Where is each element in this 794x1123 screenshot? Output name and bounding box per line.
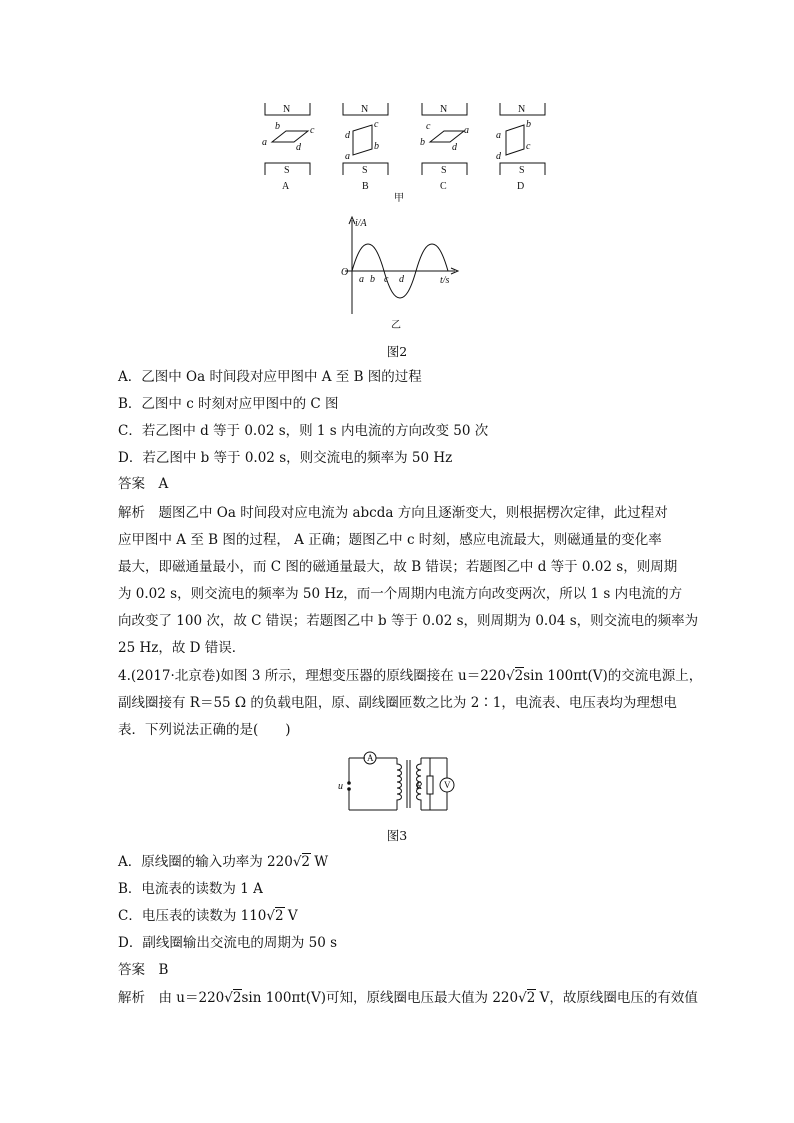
figure-2-caption: 图2	[386, 344, 408, 359]
svg-text:a: a	[464, 125, 469, 136]
q4-stem-line1: 4.(2017·北京卷)如图 3 所示，理想变压器的原线圈接在 u＝220√2sin 100πt(V)的交流电源上，	[118, 668, 703, 684]
q4-answer: 答案 B	[118, 962, 169, 978]
q3-analysis-line: 解析 题图乙中 Oa 时间段对应电流为 abcda 方向且逐渐变大，则根据楞次定律，此过程对	[118, 505, 668, 521]
q4-option-a: A．原线圈的输入功率为 220√2 W	[118, 854, 329, 870]
svg-text:d: d	[452, 142, 457, 153]
svg-text:b: b	[370, 274, 375, 285]
svg-text:b: b	[420, 137, 425, 148]
x-axis-label: t/s	[440, 275, 450, 286]
q3-option-c: C．若乙图中 d 等于 0.02 s，则 1 s 内电流的方向改变 50 次	[118, 423, 489, 439]
yi-label: 乙	[391, 320, 401, 331]
q4-stem-line2: 副线圈接有 R＝55 Ω 的负载电阻，原、副线圈匝数之比为 2∶1，电流表、电压表均为理想电	[118, 695, 677, 711]
svg-text:c: c	[426, 121, 431, 132]
svg-text:d: d	[496, 151, 501, 162]
q3-option-a: A．乙图中 Oa 时间段对应甲图中 A 至 B 图的过程	[118, 369, 422, 385]
figure-3-circuit	[335, 748, 465, 820]
q3-analysis-line: 向改变了 100 次，故 C 错误；若题图乙中 b 等于 0.02 s，则周期为 0.04 s，则交流电的频率为	[118, 613, 699, 629]
source-label: u	[338, 781, 343, 792]
q4-option-d: D．副线圈输出交流电的周期为 50 s	[118, 935, 338, 951]
panel-b-n: N	[361, 104, 369, 115]
svg-text:b: b	[374, 141, 379, 152]
q3-analysis-line: 25 Hz，故 D 错误．	[118, 640, 246, 656]
origin-label: O	[341, 267, 349, 278]
panel-a-n: N	[283, 104, 291, 115]
svg-text:c: c	[310, 125, 315, 136]
svg-text:a: a	[496, 130, 501, 141]
q4-option-c: C．电压表的读数为 110√2 V	[118, 908, 298, 924]
svg-text:d: d	[345, 130, 350, 141]
panel-a-label: A	[282, 181, 290, 192]
figure-3-caption: 图3	[386, 828, 408, 843]
svg-text:b: b	[526, 119, 531, 130]
q3-analysis-line: 最大，即磁通量最小，而 C 图的磁通量最大，故 B 错误；若题图乙中 d 等于 0.02 s，则周期	[118, 559, 678, 575]
panel-d-label: D	[517, 181, 525, 192]
voltmeter-label: V	[444, 780, 451, 790]
panel-d-s: S	[519, 165, 525, 176]
panel-c-label: C	[440, 181, 447, 192]
svg-text:c: c	[374, 119, 379, 130]
svg-text:c: c	[526, 141, 531, 152]
q4-analysis-line: 解析 由 u＝220√2sin 100πt(V)可知，原线圈电压最大值为 220√2 V，故原线圈电压的有效值	[118, 990, 698, 1006]
q3-answer: 答案 A	[118, 476, 169, 492]
resistor-label: R	[416, 781, 423, 792]
q4-stem-line3: 表．下列说法正确的是( )	[118, 722, 291, 738]
q3-option-b: B．乙图中 c 时刻对应甲图中的 C 图	[118, 396, 339, 412]
panel-a-s: S	[284, 165, 290, 176]
panel-c-s: S	[441, 165, 447, 176]
figure-jia	[250, 95, 550, 205]
svg-text:d: d	[296, 142, 301, 153]
panel-c-n: N	[440, 104, 448, 115]
panel-b-label: B	[362, 181, 369, 192]
figure-yi-graph	[335, 212, 465, 337]
jia-label: 甲	[394, 193, 404, 204]
q4-option-b: B．电流表的读数为 1 A	[118, 881, 263, 897]
q3-analysis-line: 为 0.02 s，则交流电的频率为 50 Hz，而一个周期内电流方向改变两次，所以 1 s 内电流的方	[118, 586, 683, 602]
svg-text:a: a	[345, 151, 350, 162]
ammeter-label: A	[367, 753, 374, 763]
panel-b-s: S	[362, 165, 368, 176]
svg-text:b: b	[275, 121, 280, 132]
q3-option-d: D．若乙图中 b 等于 0.02 s，则交流电的频率为 50 Hz	[118, 450, 453, 466]
svg-text:a: a	[359, 274, 364, 285]
panel-d-n: N	[518, 104, 526, 115]
svg-text:a: a	[262, 137, 267, 148]
svg-text:d: d	[399, 274, 404, 285]
q3-analysis-line: 应甲图中 A 至 B 图的过程， A 正确；题图乙中 c 时刻，感应电流最大，则磁通量的变化率	[118, 532, 662, 548]
y-axis-label: i/A	[355, 218, 367, 229]
svg-text:c: c	[384, 274, 389, 285]
